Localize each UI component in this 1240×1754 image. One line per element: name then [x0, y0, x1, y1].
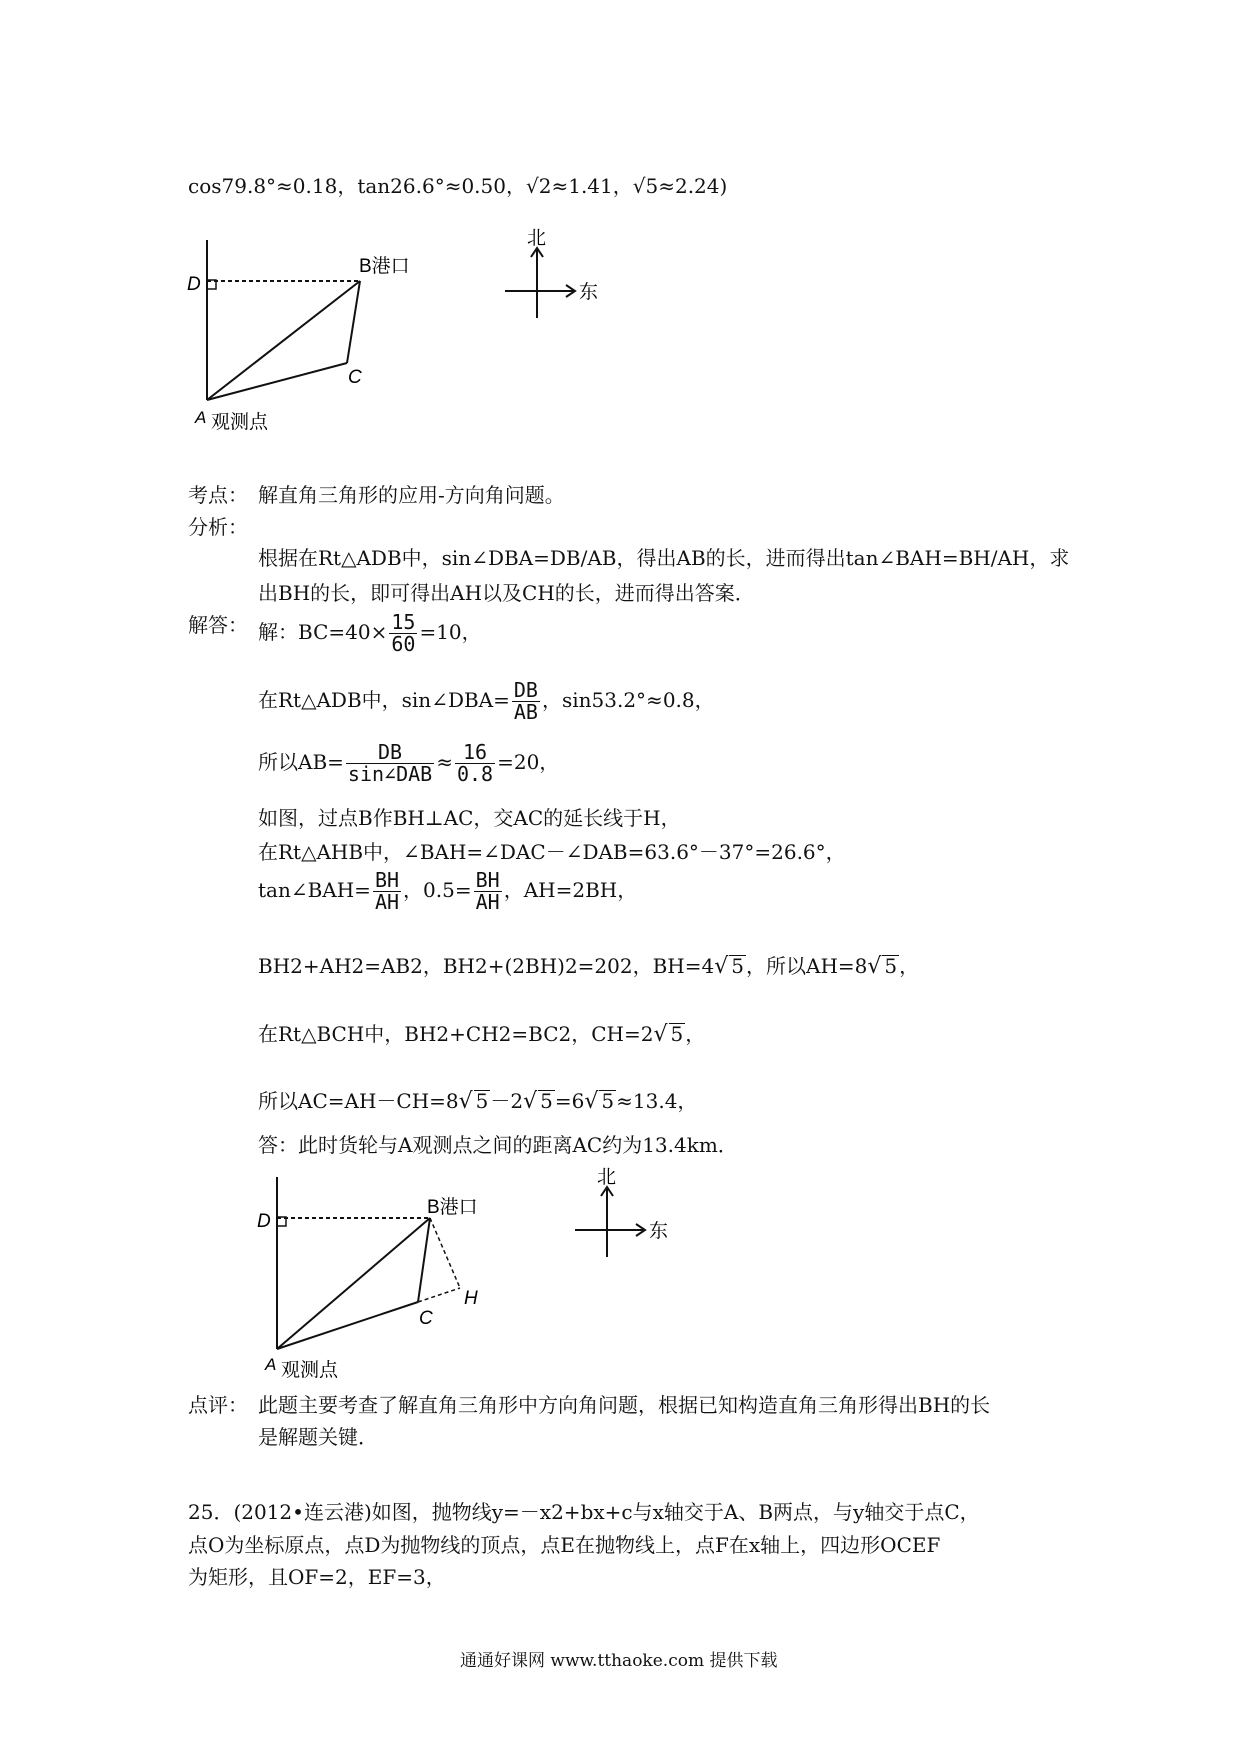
fig1-label-c: C [348, 367, 362, 388]
solution-line-2: 在Rt△ADB中，sin∠DBA= $\frac{DB}{AB}$ ，sin53.2°≈0.8， [258, 678, 715, 724]
fig1-east: 东 [579, 282, 599, 303]
fig1-label-observe: 观测点 [211, 412, 269, 433]
fig1-label-a: A [195, 408, 207, 427]
fig2-label-c: C [419, 1308, 433, 1329]
fenxi-label: 分析： [188, 515, 248, 539]
kaodian-label: 考点： [188, 483, 248, 507]
solution-line-7: BH2+AH2=AB2，BH2+(2BH)2=202，BH=4√ 5 ，所以AH=8√ 5 ， [258, 954, 920, 979]
solution-line-9: 所以AC=AH－CH=8√ 5 －2√ 5 =6√ 5 ≈13.4， [258, 1089, 698, 1114]
fig2-label-a: A [265, 1355, 277, 1374]
solution-answer: 答：此时货轮与A观测点之间的距离AC约为13.4km． [258, 1133, 738, 1157]
fig2-label-h: H [464, 1288, 478, 1309]
dianping-label: 点评： [188, 1393, 248, 1417]
fenxi-line-2: 出BH的长，即可得出AH以及CH的长，进而得出答案． [258, 581, 755, 605]
dianping-line-2: 是解题关键． [258, 1425, 378, 1449]
fig1-label-b: B港口 [359, 256, 410, 277]
solution-line-5: 在Rt△AHB中，∠BAH=∠DAC－∠DAB=63.6°－37°=26.6°， [258, 840, 846, 864]
fig1-north: 北 [527, 228, 547, 249]
fig2-label-observe: 观测点 [281, 1360, 339, 1381]
header-line: cos79.8°≈0.18，tan26.6°≈0.50，√2≈1.41，√5≈2.24) [188, 174, 728, 198]
fig2-north: 北 [597, 1167, 617, 1188]
q25-line-1: 25．(2012•连云港)如图，抛物线y=－x2+bx+c与x轴交于A、B两点，与y轴交于点C， [188, 1500, 980, 1524]
figure-2 [255, 1165, 715, 1385]
fig1-label-d: D [187, 274, 201, 295]
solution-line-6: tan∠BAH= $\frac{BH}{AH}$ ，0.5= $\frac{BH}{AH}$ ，AH=2BH， [258, 868, 638, 914]
figure-1 [185, 228, 645, 438]
dianping-line-1: 此题主要考查了解直角三角形中方向角问题，根据已知构造直角三角形得出BH的长 [258, 1393, 991, 1417]
kaodian-text: 解直角三角形的应用-方向角问题。 [258, 483, 565, 507]
solution-line-4: 如图，过点B作BH⊥AC，交AC的延长线于H， [258, 806, 681, 830]
page-footer: 通通好课网 www.tthaoke.com 提供下载 [460, 1651, 778, 1671]
q25-line-3: 为矩形，且OF=2，EF=3， [188, 1565, 446, 1589]
solution-line-8: 在Rt△BCH中，BH2+CH2=BC2，CH=2√ 5 ， [258, 1022, 706, 1047]
jieda-label: 解答： [188, 613, 248, 637]
fig2-label-b: B港口 [427, 1197, 478, 1218]
solution-line-1: 解：BC=40× $\frac{15}{60}$ =10， [258, 610, 482, 656]
q25-line-2: 点O为坐标原点，点D为抛物线的顶点，点E在抛物线上，点F在x轴上，四边形OCEF [188, 1533, 941, 1557]
solution-line-3: 所以AB= $\frac{DB}{\text{sin∠DAB}}$ ≈ $\frac{16}{0.8}$ =20， [258, 740, 560, 786]
fig2-label-d: D [257, 1211, 271, 1232]
fig2-east: 东 [649, 1221, 669, 1242]
fenxi-line-1: 根据在Rt△ADB中，sin∠DBA=DB/AB，得出AB的长，进而得出tan∠BAH=BH/AH，求 [258, 546, 1070, 570]
